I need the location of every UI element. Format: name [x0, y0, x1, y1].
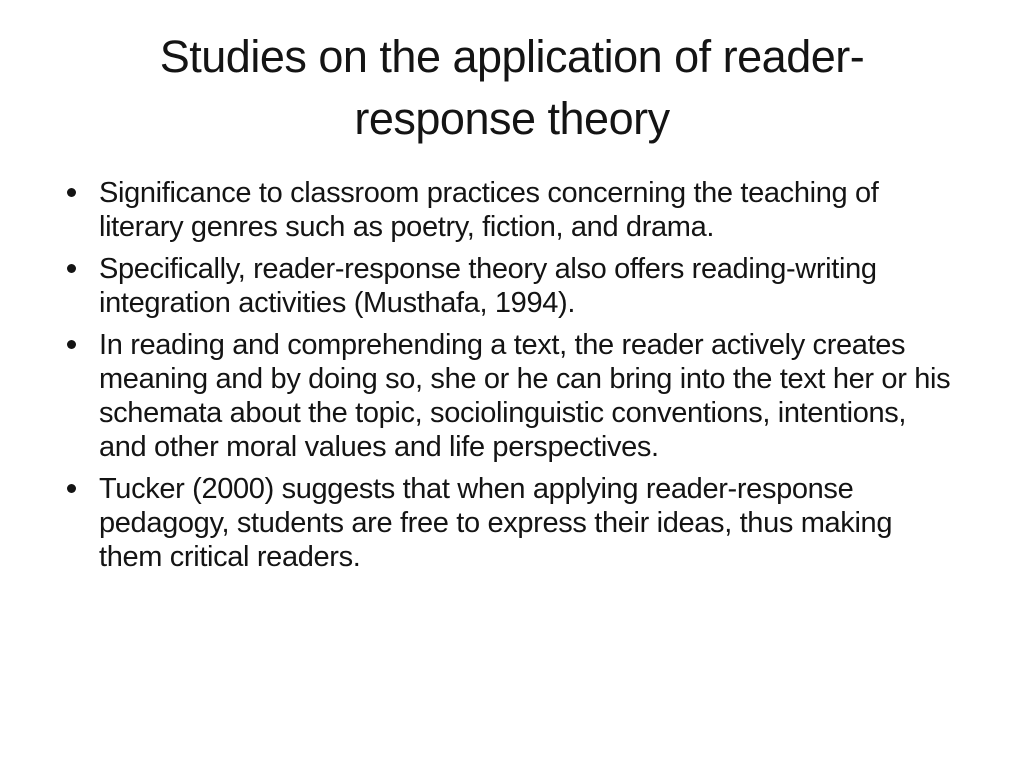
bullet-text: Specifically, reader-response theory also offers reading-writing integration activities (Musthafa, 1994). [99, 253, 877, 319]
bullet-list [64, 176, 960, 574]
bullet-text: In reading and comprehending a text, the reader actively creates meaning and by doing so, she or he can bring into the text her or his schemata about the topic, sociolinguistic conventions, intentions, and other moral values and life perspectives. [99, 329, 951, 463]
bullet-text: Significance to classroom practices concerning the teaching of literary genres such as poetry, fiction, and drama. [99, 177, 879, 243]
slide-title: Studies on the application of reader-response theory [159, 31, 865, 144]
bullet-item [64, 252, 960, 320]
bullet-icon [67, 484, 76, 493]
bullet-icon [67, 264, 76, 273]
bullet-icon [67, 188, 76, 197]
bullet-item [64, 328, 960, 464]
bullet-item [64, 176, 960, 244]
bullet-icon [67, 340, 76, 349]
bullet-item [64, 472, 960, 574]
bullet-text: Tucker (2000) suggests that when applying reader-response pedagogy, students are free to express their ideas, thus making them critical readers. [99, 473, 893, 573]
